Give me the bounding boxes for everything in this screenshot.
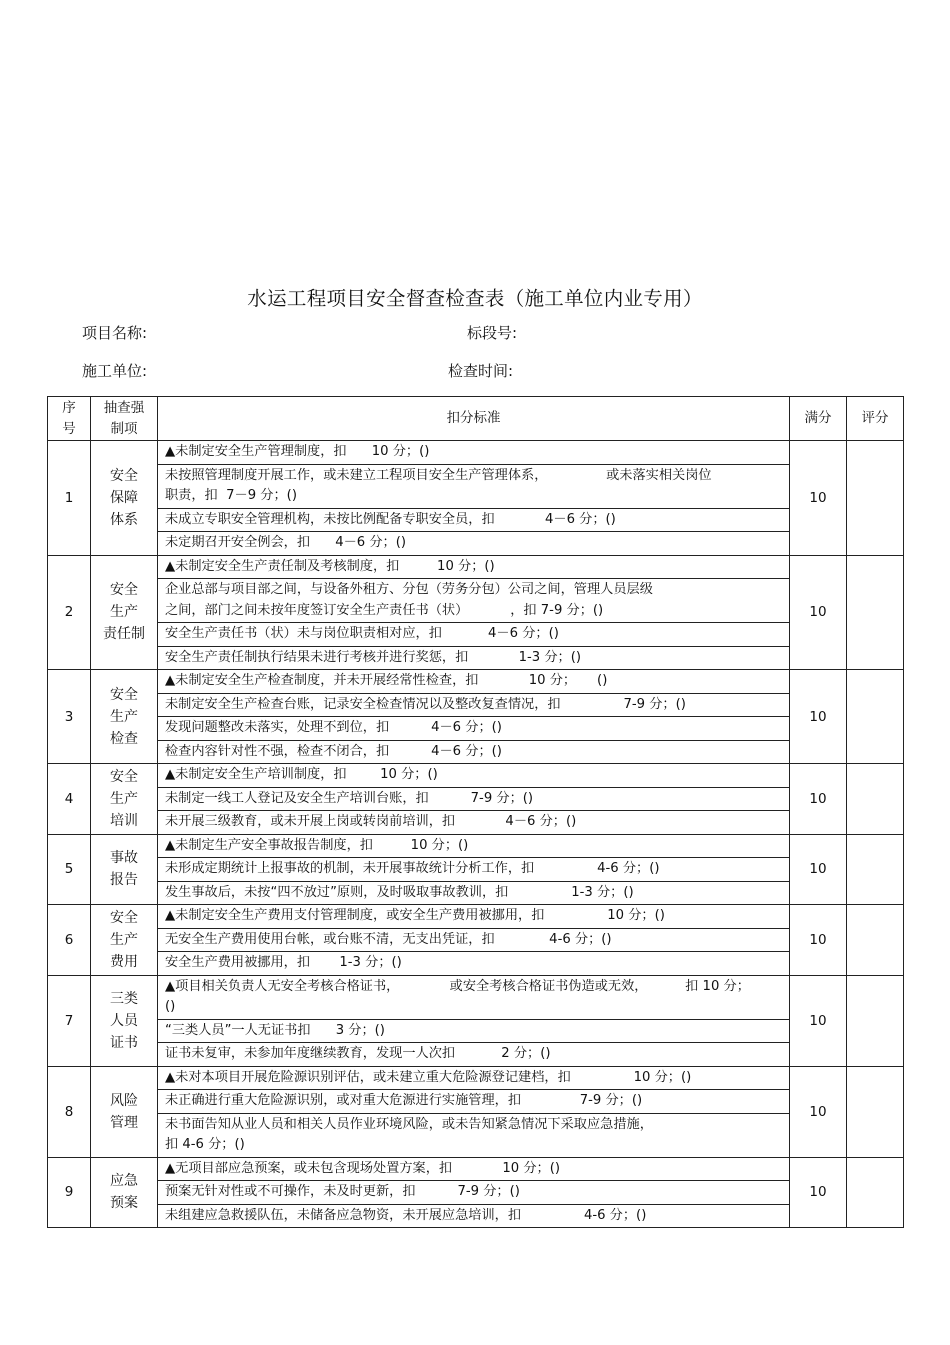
row-score-cell (847, 905, 904, 976)
row-score-cell (847, 834, 904, 905)
criterion-item: ▲未制定安全生产检查制度，并未开展经常性检查，扣 10 分； () (165, 673, 608, 688)
table-row (48, 1157, 904, 1228)
row-full-score: 10 (790, 1066, 847, 1157)
criterion-item: ▲未制定安全生产费用支付管理制度，或安全生产费用被挪用，扣 10 分；() (165, 908, 665, 923)
table-row (48, 834, 904, 905)
row-full-score: 10 (790, 1157, 847, 1228)
criterion-item: 无安全生产费用使用台帐，或台账不清，无支出凭证，扣 4-6 分；() (158, 928, 789, 952)
criterion-item: “三类人员”一人无证书扣 3 分；() (158, 1019, 789, 1043)
row-category-label: 安全 生产 培训 (110, 768, 138, 829)
table-row (48, 975, 904, 1066)
row-category (91, 441, 158, 556)
row-score-cell (847, 670, 904, 764)
row-full-score: 10 (790, 764, 847, 835)
criterion-item: ▲未制定生产安全事故报告制度，扣 10 分；() (165, 837, 469, 853)
row-score-cell (847, 1157, 904, 1228)
row-full-score: 10 (790, 441, 847, 556)
contractor-label: 施工单位: (82, 362, 148, 380)
table-row (48, 441, 904, 556)
row-criteria (158, 834, 790, 905)
row-category-label: 三类 人员 证书 (110, 990, 138, 1051)
criterion-item: 发生事故后，未按“四不放过”原则，及时吸取事故教训，扣 1-3 分；() (158, 881, 789, 905)
row-category-label: 安全 生产 费用 (110, 909, 138, 970)
row-criteria (158, 555, 790, 670)
row-category-label: 风险 管理 (110, 1092, 138, 1131)
row-number: 5 (48, 834, 91, 905)
row-number: 7 (48, 975, 91, 1066)
row-category (91, 670, 158, 764)
row-number: 4 (48, 764, 91, 835)
table-row (48, 905, 904, 976)
row-category (91, 1157, 158, 1228)
criterion-item: ▲未制定安全生产责任制及考核制度，扣 10 分；() (165, 558, 495, 574)
criterion-item: 未书面告知从业人员和相关人员作业环境风险，或未告知紧急情况下采取应急措施， 扣 4-6 分；() (158, 1113, 789, 1157)
row-full-score: 10 (790, 975, 847, 1066)
row-score-cell (847, 555, 904, 670)
row-category-label: 安全 生产 责任制 (103, 582, 145, 643)
row-category-label: 安全 生产 检查 (110, 686, 138, 747)
row-category (91, 555, 158, 670)
row-category (91, 764, 158, 835)
inspection-table (47, 396, 904, 1228)
row-criteria (158, 1066, 790, 1157)
row-category (91, 1066, 158, 1157)
row-criteria (158, 975, 790, 1066)
row-score-cell (847, 975, 904, 1066)
criterion-item: 企业总部与项目部之间，与设备外租方、分包（劳务分包）公司之间，管理人员层级 之间，部门之间未按年度签订安全生产责任书（状） ，扣 7-9 分；() (158, 578, 789, 622)
table-row (48, 764, 904, 835)
row-score-cell (847, 441, 904, 556)
row-criteria (158, 905, 790, 976)
row-number: 8 (48, 1066, 91, 1157)
project-name-label: 项目名称: (82, 324, 148, 342)
criterion-item: 未定期召开安全例会，扣 4－6 分；() (158, 531, 789, 555)
row-number: 2 (48, 555, 91, 670)
criterion-item: ▲未制定安全生产管理制度，扣 10 分；() (165, 444, 430, 459)
criterion-item: ▲项目相关负责人无安全考核合格证书， 或安全考核合格证书伪造或无效， 扣 10 分； () (165, 978, 750, 1014)
row-number: 6 (48, 905, 91, 976)
header-row (48, 397, 904, 441)
row-category-label: 事故 报告 (110, 850, 138, 889)
criterion-item: 证书未复审，未参加年度继续教育，发现一人次扣 2 分；() (158, 1042, 789, 1066)
row-criteria (158, 670, 790, 764)
criterion-item: 未组建应急救援队伍，未储备应急物资，未开展应急培训，扣 4-6 分；() (158, 1204, 789, 1228)
row-full-score: 10 (790, 670, 847, 764)
row-score-cell (847, 1066, 904, 1157)
row-number: 9 (48, 1157, 91, 1228)
criterion-item: 未制定一线工人登记及安全生产培训台账，扣 7-9 分；() (158, 787, 789, 811)
row-full-score: 10 (790, 834, 847, 905)
table-row (48, 670, 904, 764)
header-score: 评分 (847, 397, 904, 441)
header-category: 抽查强制项 (91, 397, 158, 441)
criterion-item: ▲未对本项目开展危险源识别评估，或未建立重大危险源登记建档，扣 10 分；() (165, 1069, 692, 1085)
row-criteria (158, 764, 790, 835)
row-full-score: 10 (790, 555, 847, 670)
row-category-label: 安全 保障 体系 (110, 467, 138, 528)
document-title: 水运工程项目安全督查检查表（施工单位内业专用） (247, 287, 703, 310)
row-category (91, 905, 158, 976)
row-category (91, 975, 158, 1066)
criterion-item: 安全生产责任书（状）未与岗位职责相对应，扣 4－6 分；() (158, 622, 789, 646)
row-number: 3 (48, 670, 91, 764)
section-no-label: 标段号: (467, 324, 518, 342)
criterion-item: 发现问题整改未落实，处理不到位，扣 4－6 分；() (158, 716, 789, 740)
row-category (91, 834, 158, 905)
header-full-score: 满分 (790, 397, 847, 441)
criterion-item: 安全生产费用被挪用，扣 1-3 分；() (158, 951, 789, 975)
criterion-item: 未制定安全生产检查台账，记录安全检查情况以及整改复查情况，扣 7-9 分；() (158, 693, 789, 717)
criterion-item: 未按照管理制度开展工作，或未建立工程项目安全生产管理体系， 或未落实相关岗位 职责，扣 7－9 分；() (158, 464, 789, 508)
table-row (48, 1066, 904, 1157)
row-full-score: 10 (790, 905, 847, 976)
criterion-item: 未正确进行重大危险源识别，或对重大危源进行实施管理，扣 7-9 分；() (158, 1089, 789, 1113)
table-row (48, 555, 904, 670)
criterion-item: 预案无针对性或不可操作，未及时更新，扣 7-9 分；() (158, 1180, 789, 1204)
row-number: 1 (48, 441, 91, 556)
header-criteria: 扣分标准 (158, 397, 790, 441)
criterion-item: 未成立专职安全管理机构，未按比例配备专职安全员，扣 4－6 分；() (158, 508, 789, 532)
inspect-time-label: 检查时间: (448, 362, 514, 380)
criterion-item: ▲无项目部应急预案，或未包含现场处置方案，扣 10 分；() (165, 1160, 561, 1176)
criterion-item: 未开展三级教育，或未开展上岗或转岗前培训，扣 4－6 分；() (158, 810, 789, 834)
row-category-label: 应急 预案 (110, 1173, 138, 1212)
criterion-item: 安全生产责任制执行结果未进行考核并进行奖惩，扣 1-3 分；() (158, 646, 789, 670)
row-criteria (158, 1157, 790, 1228)
criterion-item: ▲未制定安全生产培训制度，扣 10 分；() (165, 767, 438, 782)
criterion-item: 检查内容针对性不强，检查不闭合，扣 4－6 分；() (158, 740, 789, 764)
row-criteria (158, 441, 790, 556)
row-score-cell (847, 764, 904, 835)
criterion-item: 未形成定期统计上报事故的机制，未开展事故统计分析工作，扣 4-6 分；() (158, 857, 789, 881)
header-no: 序号 (48, 397, 91, 441)
